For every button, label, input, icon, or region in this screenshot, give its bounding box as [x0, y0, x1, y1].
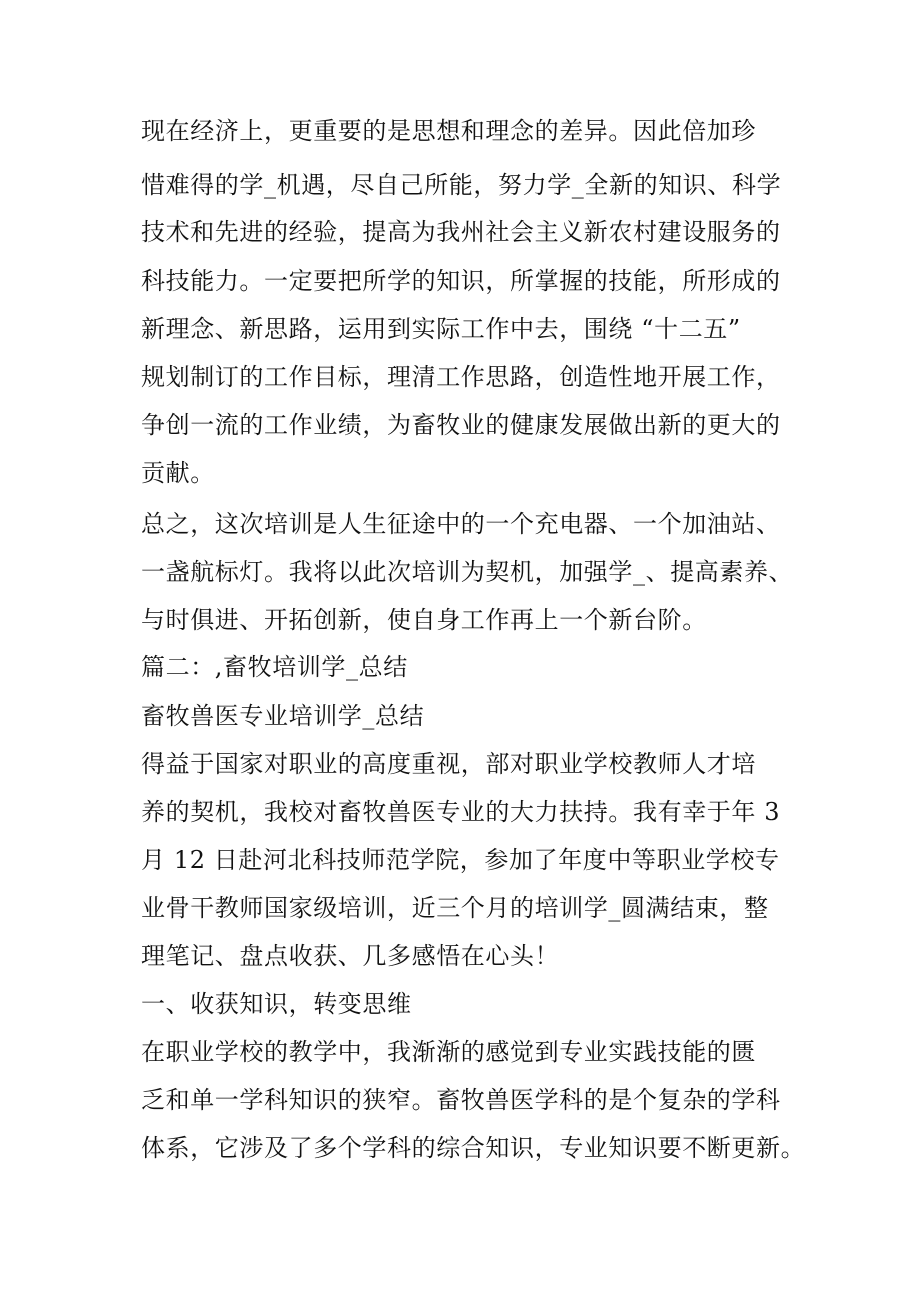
text-line: 规划制订的工作目标，理清工作思路，创造性地开展工作，	[141, 363, 781, 391]
section-subheading: 畜牧兽医专业培训学_总结	[141, 702, 425, 730]
text-line: 在职业学校的教学中，我渐渐的感觉到专业实践技能的匮	[141, 1038, 756, 1066]
text-line: 总之，这次培训是人生征途中的一个充电器、一个加油站、	[141, 510, 781, 538]
text-line: 养的契机，我校对畜牧兽医专业的大力扶持。我有幸于年 3	[141, 798, 781, 826]
text-line: 业骨干教师国家级培训，近三个月的培训学_圆满结束，整	[141, 894, 769, 922]
text-line: 理笔记、盘点收获、几多感悟在心头！	[141, 942, 560, 970]
text-line: 惜难得的学_机遇，尽自己所能，努力学_全新的知识、科学	[141, 171, 782, 199]
section-heading: 一、收获知识，转变思维	[141, 990, 412, 1018]
text-line: 月 12 日赴河北科技师范学院，参加了年度中等职业学校专	[141, 846, 780, 874]
text-line: 得益于国家对职业的高度重视，部对职业学校教师人才培	[141, 750, 756, 778]
text-line: 新理念、新思路，运用到实际工作中去，围绕 “十二五”	[141, 315, 741, 343]
text-line: 科技能力。一定要把所学的知识，所掌握的技能，所形成的	[141, 267, 781, 295]
text-line: 乏和单一学科知识的狭窄。畜牧兽医学科的是个复杂的学科	[141, 1086, 781, 1114]
text-line: 技术和先进的经验，提高为我州社会主义新农村建设服务的	[141, 218, 781, 246]
text-line: 一盏航标灯。我将以此次培训为契机，加强学_、提高素养、	[141, 558, 794, 586]
text-line: 争创一流的工作业绩，为畜牧业的健康发展做出新的更大的	[141, 411, 781, 439]
text-line: 贡献。	[141, 459, 215, 487]
section-heading: 篇二：,畜牧培训学_总结	[141, 653, 408, 681]
text-line: 体系，它涉及了多个学科的综合知识，专业知识要不断更新。	[141, 1134, 806, 1162]
text-line: 与时俱进、开拓创新，使自身工作再上一个新台阶。	[141, 606, 707, 634]
text-line: 现在经济上，更重要的是思想和理念的差异。因此倍加珍	[141, 117, 756, 145]
